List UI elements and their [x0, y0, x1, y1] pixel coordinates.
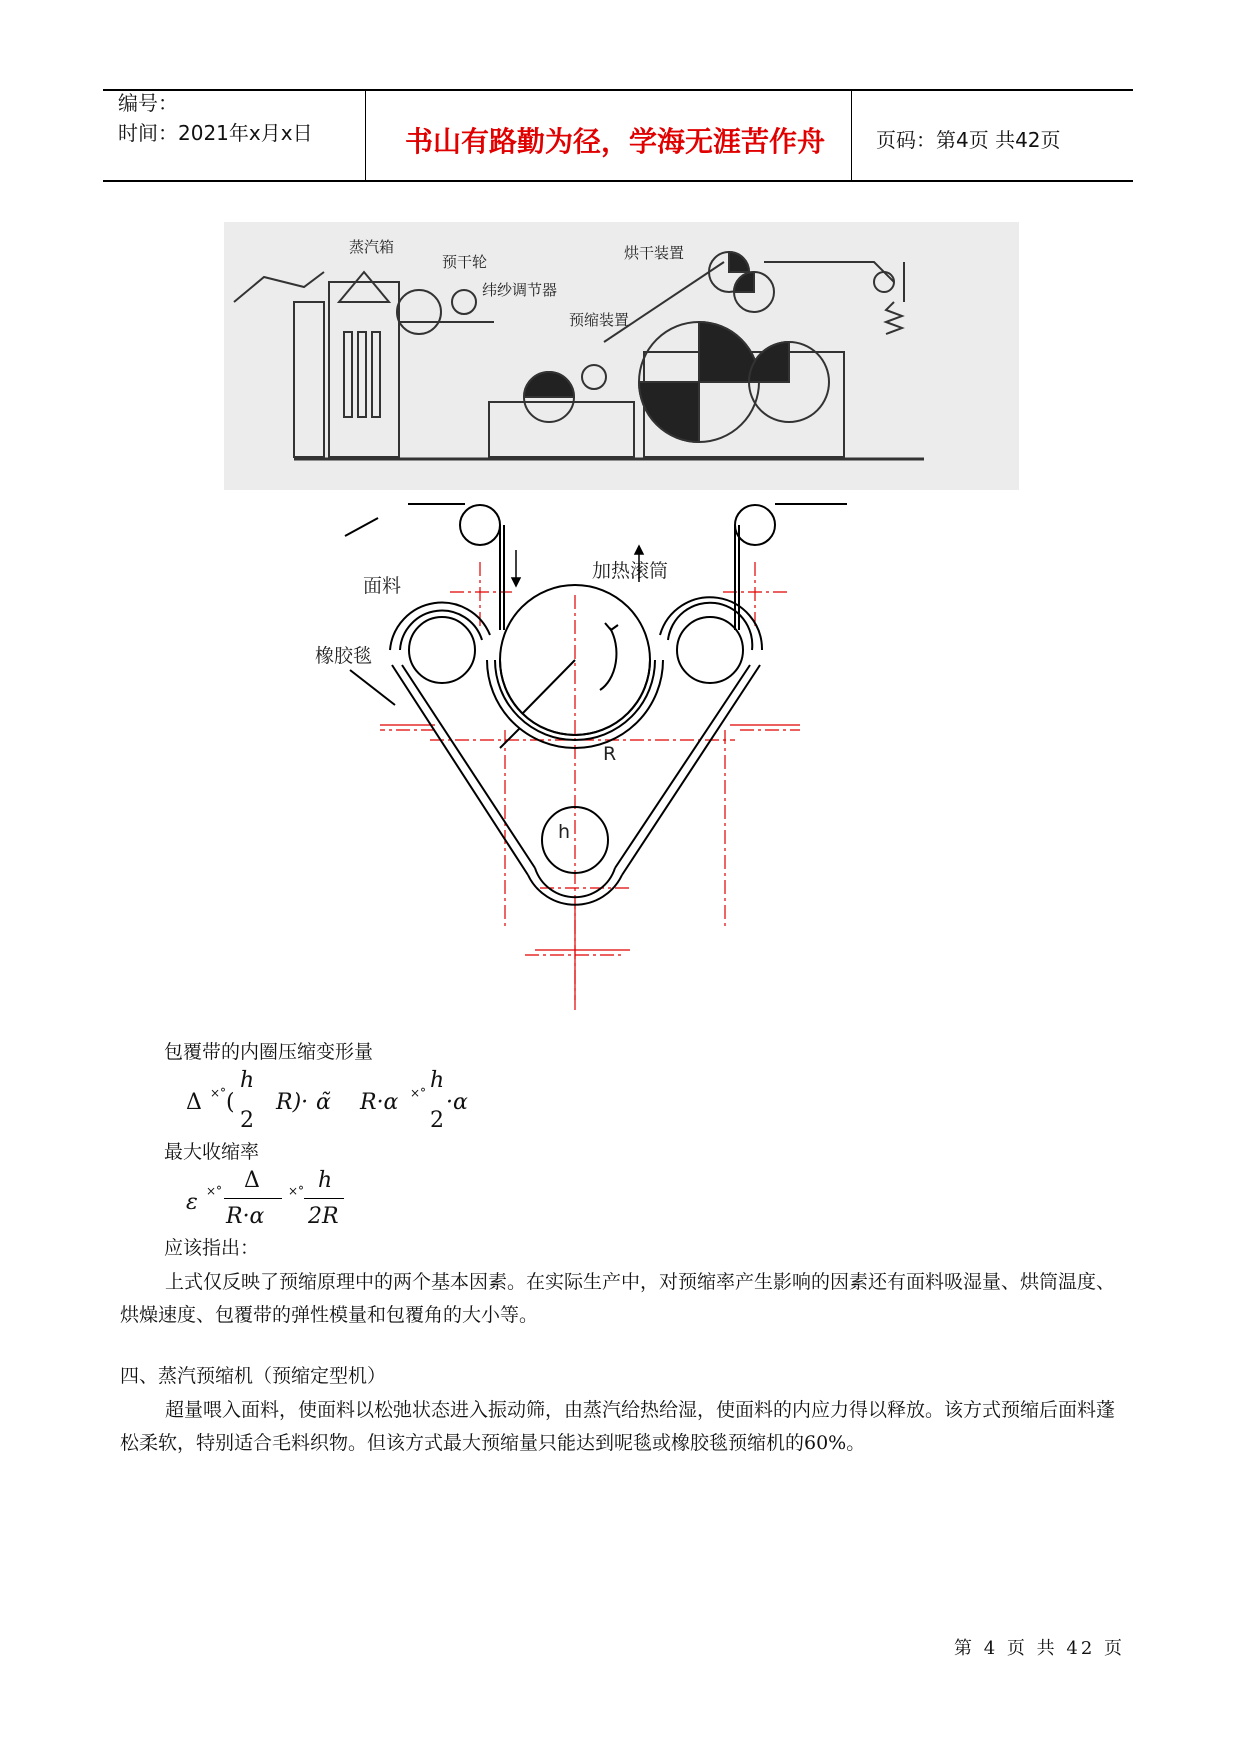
label-radius: R — [603, 743, 617, 765]
f2-num1: Δ — [244, 1168, 260, 1193]
label-heated-drum: 加热滚筒 — [592, 560, 669, 582]
f1-garble-a: ×° — [210, 1086, 227, 1100]
f2-garble-b: ×° — [288, 1184, 305, 1198]
f2-bar1 — [224, 1198, 282, 1199]
text-max-shrink-label: 最大收缩率 — [164, 1141, 260, 1163]
header-number: 编号： — [118, 91, 178, 115]
f1-R: R)· — [276, 1090, 309, 1115]
formula-compression — [186, 1068, 506, 1140]
header-bottom-rule — [103, 180, 1133, 182]
text-compression-label: 包覆带的内圈压缩变形量 — [164, 1041, 374, 1063]
f1-garble-b: ×° — [410, 1086, 427, 1100]
f1-delta: Δ — [186, 1090, 202, 1115]
f1-ralpha: R·α — [360, 1090, 399, 1115]
f1-lparen: ( — [226, 1090, 235, 1115]
f1-two2: 2 — [430, 1108, 444, 1133]
label-dry-unit: 烘干装置 — [624, 244, 685, 262]
label-thickness: h — [558, 821, 571, 843]
figure-preshrink-machine — [224, 222, 1019, 490]
f2-den1: R·α — [226, 1204, 265, 1229]
label-weft-adjuster: 纬纱调节器 — [482, 281, 558, 299]
page-footer: 第 4 页 共 42 页 — [954, 1638, 1125, 1659]
f1-h2: h — [430, 1068, 445, 1093]
f2-num2: h — [318, 1168, 333, 1193]
f2-garble-a: ×° — [206, 1184, 223, 1198]
f1-alpha: ·α — [446, 1090, 468, 1115]
f1-two: 2 — [240, 1108, 254, 1133]
header-motto: 书山有路勤为径，学海无涯苦作舟 — [404, 125, 825, 158]
label-shrink-unit: 预缩装置 — [569, 311, 630, 329]
f1-h: h — [240, 1068, 255, 1093]
formula-max-shrink — [186, 1168, 386, 1240]
label-rubber-blanket: 橡胶毯 — [315, 645, 373, 667]
f2-epsilon: ε — [186, 1190, 198, 1215]
label-pre-dry: 预干轮 — [442, 253, 488, 271]
text-para-factors: 上式仅反映了预缩原理中的两个基本因素。在实际生产中，对预缩率产生影响的因素还有面料吸湿量、烘筒温度、烘燥速度、包覆带的弹性模量和包覆角的大小等。 — [120, 1271, 1116, 1326]
header-info — [118, 88, 313, 148]
f1-alpha-tilde: α̃ — [316, 1090, 331, 1115]
label-steam-box: 蒸汽箱 — [349, 238, 395, 256]
f2-bar2 — [304, 1198, 344, 1199]
header-page: 页码：第4页 共42页 — [876, 128, 1061, 152]
text-para-steam: 超量喂入面料，使面料以松弛状态进入振动筛，由蒸汽给热给湿，使面料的内应力得以释放。该方式预缩后面料蓬松柔软，特别适合毛料织物。但该方式最大预缩量只能达到呢毯或橡胶毯预缩机的60%。 — [120, 1399, 1116, 1454]
figure-shrink-principle — [300, 480, 860, 1020]
text-note-label: 应该指出： — [164, 1237, 260, 1259]
header-time: 时间：2021年x月x日 — [118, 121, 313, 145]
label-fabric: 面料 — [363, 575, 402, 597]
section-heading: 四、蒸汽预缩机（预缩定型机） — [120, 1365, 387, 1387]
header-divider-left — [365, 89, 366, 182]
f2-den2: 2R — [308, 1204, 339, 1229]
